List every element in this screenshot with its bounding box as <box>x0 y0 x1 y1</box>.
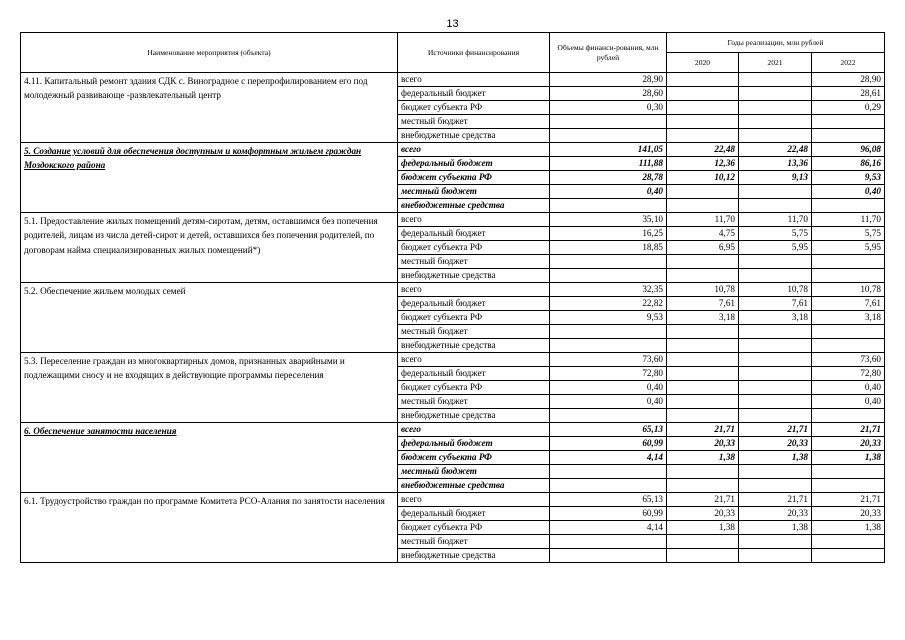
table-body <box>21 73 885 563</box>
year-2022-cell <box>812 199 885 213</box>
year-2021-cell <box>739 325 812 339</box>
year-2022-cell <box>812 115 885 129</box>
year-2021-cell <box>739 255 812 269</box>
year-2020-cell <box>667 381 739 395</box>
funding-source-cell: внебюджетные средства <box>398 479 550 493</box>
funding-source-cell: федеральный бюджет <box>398 227 550 241</box>
year-2022-cell: 9,53 <box>812 171 885 185</box>
year-2022-cell <box>812 479 885 493</box>
table-row <box>21 73 885 87</box>
year-2021-cell: 1,38 <box>739 451 812 465</box>
total-volume-cell: 72,80 <box>550 367 667 381</box>
year-2021-cell <box>739 465 812 479</box>
year-2022-cell: 21,71 <box>812 493 885 507</box>
year-2020-cell <box>667 325 739 339</box>
funding-source-cell: федеральный бюджет <box>398 507 550 521</box>
year-2020-cell <box>667 185 739 199</box>
total-volume-cell: 141,05 <box>550 143 667 157</box>
year-2020-cell <box>667 269 739 283</box>
year-2021-cell <box>739 479 812 493</box>
total-volume-cell <box>550 409 667 423</box>
year-2020-cell <box>667 101 739 115</box>
year-2021-cell: 10,78 <box>739 283 812 297</box>
year-2021-cell: 5,75 <box>739 227 812 241</box>
total-volume-cell <box>550 255 667 269</box>
year-2022-cell <box>812 269 885 283</box>
year-2021-cell <box>739 101 812 115</box>
year-2020-cell: 10,78 <box>667 283 739 297</box>
total-volume-cell: 22,82 <box>550 297 667 311</box>
funding-source-cell: местный бюджет <box>398 535 550 549</box>
year-2021-cell <box>739 381 812 395</box>
year-2020-cell: 7,61 <box>667 297 739 311</box>
page-number: 13 <box>446 18 459 30</box>
year-2021-cell <box>739 269 812 283</box>
total-volume-cell: 35,10 <box>550 213 667 227</box>
year-2021-cell: 5,95 <box>739 241 812 255</box>
total-volume-cell <box>550 535 667 549</box>
funding-source-cell: бюджет субъекта РФ <box>398 381 550 395</box>
total-volume-cell: 4,14 <box>550 451 667 465</box>
year-2022-cell <box>812 409 885 423</box>
year-2022-cell: 20,33 <box>812 437 885 451</box>
total-volume-cell <box>550 325 667 339</box>
year-2020-cell: 22,48 <box>667 143 739 157</box>
year-2020-cell: 21,71 <box>667 423 739 437</box>
table-row <box>21 493 885 507</box>
year-2021-cell: 11,70 <box>739 213 812 227</box>
total-volume-cell: 60,99 <box>550 437 667 451</box>
year-2022-cell <box>812 339 885 353</box>
funding-source-cell: бюджет субъекта РФ <box>398 241 550 255</box>
funding-source-cell: бюджет субъекта РФ <box>398 101 550 115</box>
table-row <box>21 143 885 157</box>
year-2021-cell: 1,38 <box>739 521 812 535</box>
table-row <box>21 353 885 367</box>
year-2022-cell: 1,38 <box>812 451 885 465</box>
total-volume-cell <box>550 129 667 143</box>
funding-source-cell: внебюджетные средства <box>398 269 550 283</box>
funding-source-cell: бюджет субъекта РФ <box>398 521 550 535</box>
header-event-name: Наименование мероприятия (объекта) <box>21 33 398 73</box>
year-2020-cell <box>667 115 739 129</box>
total-volume-cell: 111,88 <box>550 157 667 171</box>
year-2020-cell <box>667 479 739 493</box>
year-2022-cell: 0,40 <box>812 381 885 395</box>
funding-source-cell: местный бюджет <box>398 395 550 409</box>
year-2022-cell: 73,60 <box>812 353 885 367</box>
year-2022-cell <box>812 325 885 339</box>
total-volume-cell: 16,25 <box>550 227 667 241</box>
event-name-cell: 5.1. Предоставление жилых помещений детям-сиротам, детям, оставшимся без попечения родителей, лицам из числа детей-сирот и детей, оставшихся без попечения родителей, по договорам найма специализированных жилых помещений*) <box>21 213 398 283</box>
header-year-2020: 2020 <box>667 53 739 73</box>
year-2021-cell <box>739 367 812 381</box>
year-2022-cell: 1,38 <box>812 521 885 535</box>
total-volume-cell: 65,13 <box>550 493 667 507</box>
funding-source-cell: местный бюджет <box>398 325 550 339</box>
table-row <box>21 283 885 297</box>
year-2022-cell: 5,75 <box>812 227 885 241</box>
year-2020-cell <box>667 409 739 423</box>
table-row <box>21 213 885 227</box>
header-funding-source: Источники финансирования <box>398 33 550 73</box>
year-2022-cell: 28,61 <box>812 87 885 101</box>
year-2022-cell <box>812 549 885 563</box>
year-2022-cell: 0,40 <box>812 395 885 409</box>
year-2022-cell <box>812 465 885 479</box>
total-volume-cell <box>550 269 667 283</box>
total-volume-cell <box>550 549 667 563</box>
funding-source-cell: местный бюджет <box>398 465 550 479</box>
funding-source-cell: федеральный бюджет <box>398 297 550 311</box>
year-2020-cell <box>667 73 739 87</box>
event-name-cell: 5.3. Переселение граждан из многоквартирных домов, признанных аварийными и подлежащими сносу и не входящих в действующие программы переселения <box>21 353 398 423</box>
total-volume-cell: 9,53 <box>550 311 667 325</box>
year-2022-cell: 5,95 <box>812 241 885 255</box>
year-2021-cell <box>739 549 812 563</box>
total-volume-cell: 28,60 <box>550 87 667 101</box>
year-2020-cell: 1,38 <box>667 521 739 535</box>
total-volume-cell <box>550 465 667 479</box>
funding-source-cell: всего <box>398 143 550 157</box>
year-2021-cell: 9,13 <box>739 171 812 185</box>
year-2020-cell: 12,36 <box>667 157 739 171</box>
year-2022-cell: 96,08 <box>812 143 885 157</box>
year-2021-cell <box>739 535 812 549</box>
year-2021-cell <box>739 353 812 367</box>
funding-source-cell: федеральный бюджет <box>398 367 550 381</box>
year-2020-cell <box>667 395 739 409</box>
total-volume-cell: 0,40 <box>550 185 667 199</box>
year-2021-cell <box>739 199 812 213</box>
year-2022-cell: 86,16 <box>812 157 885 171</box>
year-2022-cell: 72,80 <box>812 367 885 381</box>
event-name-cell: 5.2. Обеспечение жильем молодых семей <box>21 283 398 353</box>
table-header <box>21 33 885 73</box>
funding-source-cell: федеральный бюджет <box>398 157 550 171</box>
year-2021-cell <box>739 129 812 143</box>
header-funding-volume: Объемы финанси-рования, млн рублей <box>550 33 667 73</box>
year-2020-cell: 20,33 <box>667 437 739 451</box>
year-2022-cell: 21,71 <box>812 423 885 437</box>
year-2020-cell <box>667 465 739 479</box>
funding-source-cell: всего <box>398 493 550 507</box>
total-volume-cell <box>550 115 667 129</box>
year-2020-cell: 4,75 <box>667 227 739 241</box>
year-2021-cell <box>739 73 812 87</box>
total-volume-cell: 0,30 <box>550 101 667 115</box>
year-2021-cell: 22,48 <box>739 143 812 157</box>
year-2021-cell: 21,71 <box>739 493 812 507</box>
event-name-cell: 4.11. Капитальный ремонт здания СДК с. Виноградное с перепрофилированием его под молодежный развивающе -развлекательный центр <box>21 73 398 143</box>
funding-source-cell: внебюджетные средства <box>398 339 550 353</box>
table-row <box>21 423 885 437</box>
year-2021-cell <box>739 395 812 409</box>
year-2022-cell: 0,40 <box>812 185 885 199</box>
funding-source-cell: бюджет субъекта РФ <box>398 171 550 185</box>
year-2020-cell <box>667 549 739 563</box>
funding-source-cell: местный бюджет <box>398 185 550 199</box>
event-name-cell: 5. Создание условий для обеспечения доступным и комфортным жильем граждан Моздокского района <box>21 143 398 213</box>
event-name-cell: 6. Обеспечение занятости населения <box>21 423 398 493</box>
funding-source-cell: федеральный бюджет <box>398 437 550 451</box>
year-2021-cell: 21,71 <box>739 423 812 437</box>
year-2021-cell <box>739 339 812 353</box>
header-years: Годы реализации, млн рублей <box>667 33 885 53</box>
year-2021-cell <box>739 409 812 423</box>
year-2021-cell: 20,33 <box>739 507 812 521</box>
total-volume-cell <box>550 199 667 213</box>
year-2021-cell <box>739 115 812 129</box>
funding-source-cell: внебюджетные средства <box>398 129 550 143</box>
year-2022-cell <box>812 255 885 269</box>
year-2022-cell: 10,78 <box>812 283 885 297</box>
funding-source-cell: внебюджетные средства <box>398 549 550 563</box>
funding-source-cell: всего <box>398 213 550 227</box>
funding-source-cell: всего <box>398 73 550 87</box>
total-volume-cell: 32,35 <box>550 283 667 297</box>
year-2020-cell <box>667 129 739 143</box>
funding-source-cell: бюджет субъекта РФ <box>398 451 550 465</box>
year-2020-cell: 20,33 <box>667 507 739 521</box>
funding-source-cell: местный бюджет <box>398 115 550 129</box>
year-2022-cell: 0,29 <box>812 101 885 115</box>
year-2020-cell: 10,12 <box>667 171 739 185</box>
year-2022-cell: 3,18 <box>812 311 885 325</box>
year-2022-cell: 11,70 <box>812 213 885 227</box>
event-name-cell: 6.1. Трудоустройство граждан по программе Комитета РСО-Алания по занятости населения <box>21 493 398 563</box>
year-2022-cell: 7,61 <box>812 297 885 311</box>
year-2021-cell: 7,61 <box>739 297 812 311</box>
total-volume-cell: 4,14 <box>550 521 667 535</box>
total-volume-cell <box>550 479 667 493</box>
year-2020-cell: 11,70 <box>667 213 739 227</box>
year-2021-cell: 3,18 <box>739 311 812 325</box>
year-2020-cell: 1,38 <box>667 451 739 465</box>
funding-source-cell: внебюджетные средства <box>398 409 550 423</box>
year-2020-cell: 21,71 <box>667 493 739 507</box>
header-year-2021: 2021 <box>739 53 812 73</box>
header-year-2022: 2022 <box>812 53 885 73</box>
financing-table <box>20 32 885 563</box>
year-2020-cell <box>667 353 739 367</box>
total-volume-cell: 28,90 <box>550 73 667 87</box>
total-volume-cell <box>550 339 667 353</box>
funding-source-cell: всего <box>398 283 550 297</box>
year-2020-cell: 6,95 <box>667 241 739 255</box>
funding-source-cell: всего <box>398 353 550 367</box>
total-volume-cell: 28,78 <box>550 171 667 185</box>
total-volume-cell: 0,40 <box>550 381 667 395</box>
total-volume-cell: 0,40 <box>550 395 667 409</box>
funding-source-cell: местный бюджет <box>398 255 550 269</box>
year-2022-cell <box>812 129 885 143</box>
year-2021-cell <box>739 185 812 199</box>
year-2020-cell <box>667 87 739 101</box>
funding-source-cell: бюджет субъекта РФ <box>398 311 550 325</box>
year-2022-cell: 28,90 <box>812 73 885 87</box>
total-volume-cell: 73,60 <box>550 353 667 367</box>
year-2022-cell <box>812 535 885 549</box>
year-2021-cell: 13,36 <box>739 157 812 171</box>
funding-source-cell: всего <box>398 423 550 437</box>
year-2021-cell <box>739 87 812 101</box>
year-2020-cell <box>667 339 739 353</box>
year-2022-cell: 20,33 <box>812 507 885 521</box>
year-2020-cell <box>667 367 739 381</box>
total-volume-cell: 60,99 <box>550 507 667 521</box>
year-2020-cell <box>667 255 739 269</box>
year-2020-cell: 3,18 <box>667 311 739 325</box>
year-2020-cell <box>667 199 739 213</box>
total-volume-cell: 65,13 <box>550 423 667 437</box>
funding-source-cell: федеральный бюджет <box>398 87 550 101</box>
year-2021-cell: 20,33 <box>739 437 812 451</box>
funding-source-cell: внебюджетные средства <box>398 199 550 213</box>
year-2020-cell <box>667 535 739 549</box>
total-volume-cell: 18,85 <box>550 241 667 255</box>
